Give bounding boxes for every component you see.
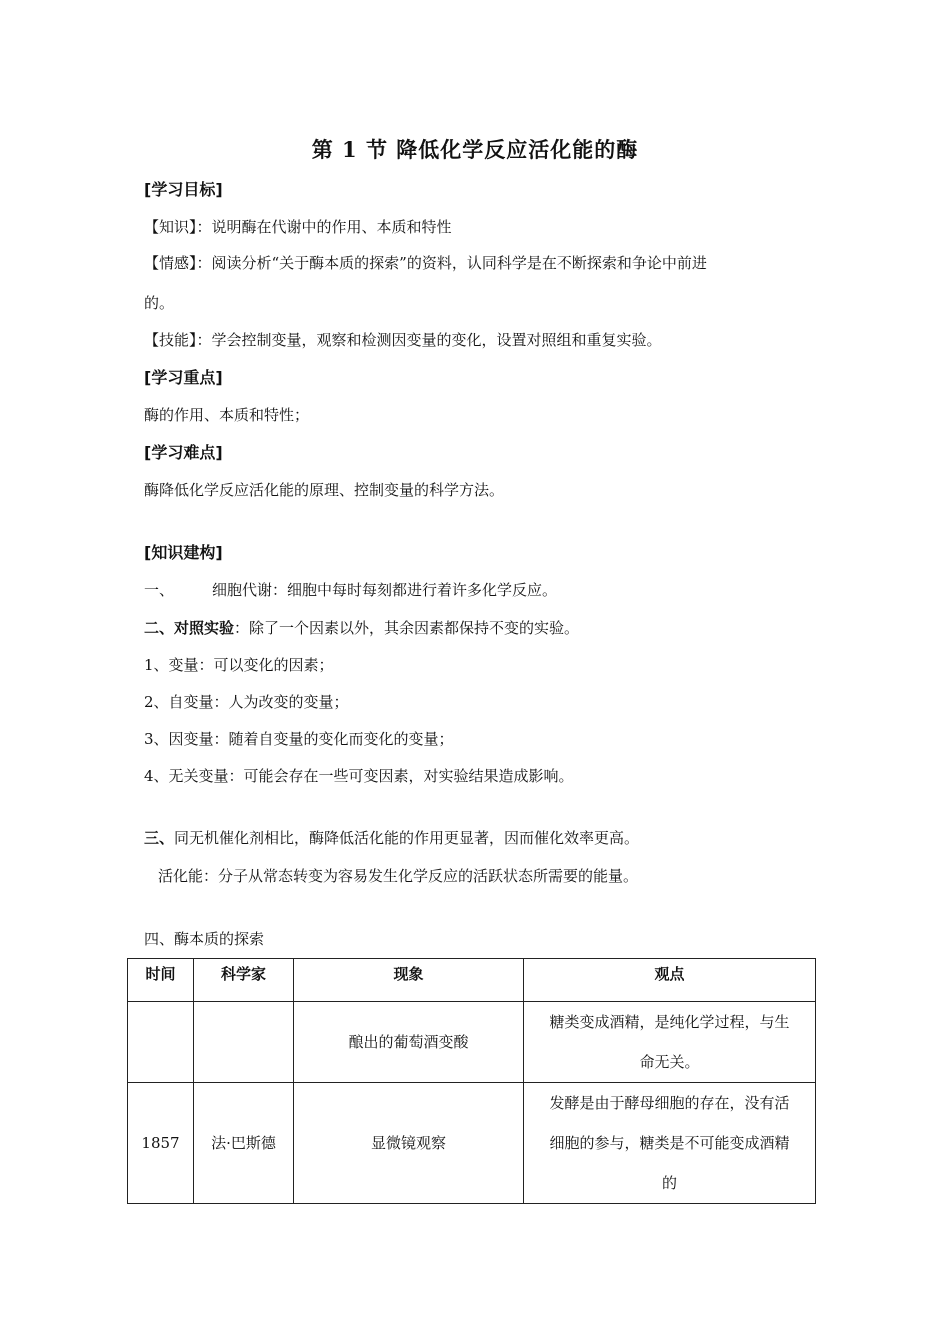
enzyme-essence-table [127, 958, 816, 1204]
table-row [128, 1083, 816, 1204]
item3-number: 三、 [144, 829, 175, 847]
item4-heading: 四、酶本质的探索 [144, 930, 265, 948]
item1-term: 细胞代谢 [212, 581, 273, 599]
variable-definition-1: 1、变量：可以变化的因素； [144, 656, 334, 674]
objective-emotion-line2: 的。 [144, 294, 175, 312]
view-line: 命无关。 [639, 1053, 700, 1071]
cell-phenomenon: 显微镜观察 [294, 1083, 524, 1204]
page-title: 第 1 节 降低化学反应活化能的酶 [311, 137, 639, 162]
item1-text: ：细胞中每时每刻都进行着许多化学反应。 [272, 581, 558, 599]
header-phenomenon: 现象 [294, 959, 524, 1002]
header-scientist: 科学家 [194, 959, 294, 1002]
item1-number: 一、 [144, 581, 175, 599]
view-line: 发酵是由于酵母细胞的存在，没有活 [549, 1094, 790, 1112]
item2-term: 二、对照实验 [144, 619, 235, 637]
item3-text: 同无机催化剂相比，酶降低活化能的作用更显著，因而催化效率更高。 [174, 829, 640, 847]
focus-heading: [学习重点] [144, 368, 223, 387]
objective-skill: 【技能】：学会控制变量，观察和检测因变量的变化，设置对照组和重复实验。 [144, 331, 662, 349]
activation-energy-definition: 活化能：分子从常态转变为容易发生化学反应的活跃状态所需要的能量。 [158, 867, 639, 885]
view-line: 细胞的参与，糖类是不可能变成酒精 [549, 1134, 790, 1152]
table-row [128, 1002, 816, 1083]
header-view: 观点 [524, 959, 816, 1002]
item1-line [212, 579, 557, 600]
objective-knowledge: 【知识】：说明酶在代谢中的作用、本质和特性 [144, 218, 452, 236]
variable-definition-2: 2、自变量：人为改变的变量； [144, 693, 349, 711]
cell-phenomenon: 酿出的葡萄酒变酸 [294, 1002, 524, 1083]
cell-scientist [194, 1002, 294, 1083]
cell-time: 1857 [128, 1083, 194, 1204]
item2-text: ：除了一个因素以外，其余因素都保持不变的实验。 [234, 619, 580, 637]
cell-view [524, 1002, 816, 1083]
variable-definition-4: 4、无关变量：可能会存在一些可变因素，对实验结果造成影响。 [144, 767, 574, 785]
header-time: 时间 [128, 959, 194, 1002]
item2-line [144, 617, 579, 638]
objectives-heading: [学习目标] [144, 180, 223, 199]
view-line: 糖类变成酒精，是纯化学过程，与生 [549, 1013, 790, 1031]
difficulty-heading: [学习难点] [144, 443, 223, 462]
difficulty-text: 酶降低化学反应活化能的原理、控制变量的科学方法。 [144, 481, 505, 499]
variable-definition-3: 3、因变量：随着自变量的变化而变化的变量； [144, 730, 454, 748]
objective-emotion-line1: 【情感】：阅读分析“关于酶本质的探索”的资料，认同科学是在不断探索和争论中前进 [144, 254, 707, 272]
cell-view [524, 1083, 816, 1204]
cell-time [128, 1002, 194, 1083]
table-header-row [128, 959, 816, 1002]
cell-scientist: 法·巴斯德 [194, 1083, 294, 1204]
construction-heading: [知识建构] [144, 543, 223, 562]
item3-line [144, 827, 639, 848]
focus-text: 酶的作用、本质和特性； [144, 406, 310, 424]
view-line: 的 [661, 1174, 677, 1192]
